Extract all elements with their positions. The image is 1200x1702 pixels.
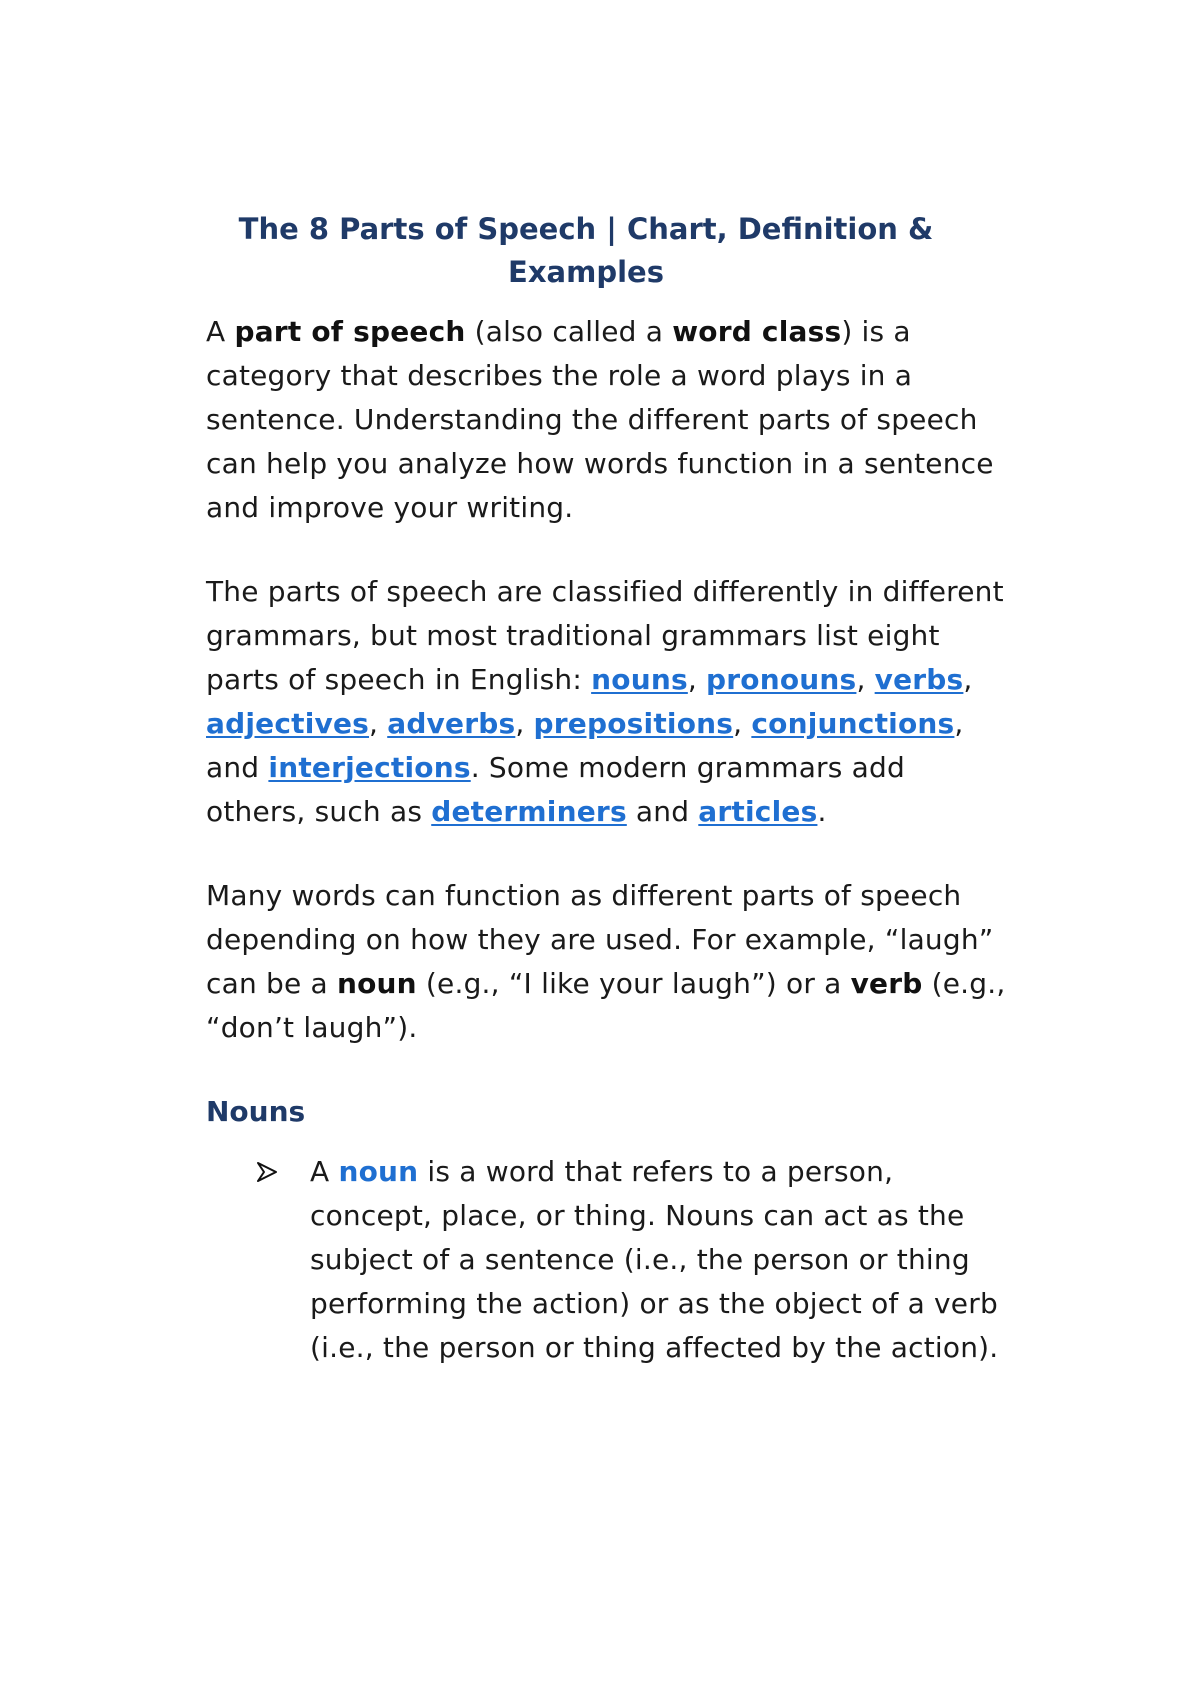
- link-adjectives[interactable]: adjectives: [206, 707, 370, 740]
- functions-text: (e.g., “I like your laugh”) or a: [416, 967, 851, 1000]
- page-title: The 8 Parts of Speech | Chart, Definition & Examples: [238, 212, 934, 289]
- link-adverbs[interactable]: adverbs: [387, 707, 516, 740]
- functions-text: (e.g., “don’t laugh”).: [206, 967, 1006, 1044]
- classification-paragraph: [206, 570, 1006, 834]
- separator: ,: [687, 663, 707, 696]
- term-verb: verb: [850, 967, 923, 1000]
- term-word-class: word class: [672, 315, 842, 348]
- term-noun-highlight: noun: [338, 1155, 419, 1188]
- link-verbs[interactable]: verbs: [874, 663, 964, 696]
- classification-text: The parts of speech are classified differently in different grammars, but most traditional grammars list eight parts of speech in English:: [206, 575, 1004, 696]
- functions-text: Many words can function as different parts of speech depending on how they are used. For example, “laugh” can be a: [206, 879, 994, 1000]
- link-pronouns[interactable]: pronouns: [706, 663, 857, 696]
- document-page: [206, 208, 1006, 1370]
- bullet-text: is a word that refers to a person, concept, place, or thing. Nouns can act as the subject of a sentence (i.e., the person or thing performing the action) or as the object of a verb (i.e., the person or thing affected by the action).: [310, 1155, 999, 1364]
- term-part-of-speech: part of speech: [234, 315, 466, 348]
- separator: .: [817, 795, 827, 828]
- link-determiners[interactable]: determiners: [431, 795, 627, 828]
- link-prepositions[interactable]: prepositions: [533, 707, 734, 740]
- separator: ,: [733, 707, 752, 740]
- list-item: [206, 1150, 1006, 1370]
- separator: ,: [963, 663, 973, 696]
- separator: and: [626, 795, 699, 828]
- bullet-text: A: [310, 1155, 339, 1188]
- link-articles[interactable]: articles: [698, 795, 818, 828]
- intro-text: (also called a: [465, 315, 673, 348]
- section-heading-nouns: Nouns: [206, 1095, 306, 1128]
- intro-text: A: [206, 315, 235, 348]
- arrowhead-bullet-icon: [256, 1150, 278, 1194]
- term-noun: noun: [336, 967, 417, 1000]
- functions-paragraph: [206, 874, 1006, 1050]
- intro-paragraph: [206, 310, 1006, 530]
- classification-text: . Some modern grammars add others, such as: [206, 751, 905, 828]
- intro-text: ) is a category that describes the role a word plays in a sentence. Understanding the different parts of speech can help you analyze how words function in a sentence and improve your writing.: [206, 315, 994, 524]
- separator: ,: [856, 663, 875, 696]
- separator: ,: [515, 707, 534, 740]
- link-interjections[interactable]: interjections: [268, 751, 471, 784]
- link-conjunctions[interactable]: conjunctions: [751, 707, 955, 740]
- separator: , and: [206, 707, 964, 784]
- separator: ,: [369, 707, 388, 740]
- link-nouns[interactable]: nouns: [591, 663, 688, 696]
